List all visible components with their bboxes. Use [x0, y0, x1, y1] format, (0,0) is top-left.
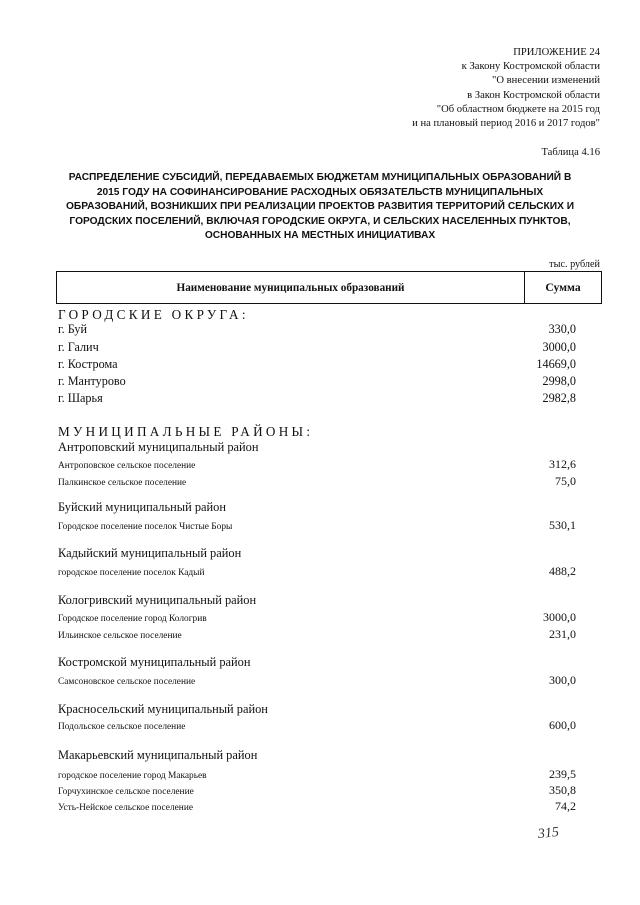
table-row	[58, 457, 576, 472]
district-name: Кологривский муниципальный район	[58, 593, 257, 607]
title-line: РАСПРЕДЕЛЕНИЕ СУБСИДИЙ, ПЕРЕДАВАЕМЫХ БЮДЖЕТАМ МУНИЦИПАЛЬНЫХ ОБРАЗОВАНИЙ В	[68, 172, 572, 183]
row-sum: 530,1	[549, 518, 576, 532]
table-row	[58, 673, 576, 688]
table-row	[58, 767, 576, 782]
row-name: городское поселение город Макарьев	[58, 771, 207, 781]
handwritten-page-number: 315	[537, 824, 560, 843]
district-name: Костромской муниципальный район	[58, 655, 251, 669]
row-name: Усть-Нейское сельское поселение	[58, 803, 194, 813]
document-title	[40, 171, 600, 244]
row-name: г. Буй	[58, 322, 88, 336]
table-row	[58, 799, 576, 814]
row-sum: 300,0	[549, 673, 576, 687]
appendix-line: "Об областном бюджете на 2015 год	[436, 103, 600, 115]
row-sum: 312,6	[549, 457, 576, 471]
district-name: Макарьевский муниципальный район	[58, 748, 258, 762]
appendix-line: ПРИЛОЖЕНИЕ 24	[513, 47, 600, 58]
row-sum: 3000,0	[543, 610, 576, 624]
table-row	[58, 783, 576, 798]
district-name: Кадыйский муниципальный район	[58, 546, 242, 560]
row-name: Горчухинское сельское поселение	[58, 787, 194, 797]
table-row	[58, 718, 576, 733]
row-name: Самсоновское сельское поселение	[58, 677, 196, 687]
row-sum: 600,0	[549, 718, 576, 732]
table-row	[58, 357, 576, 372]
row-sum: 239,5	[549, 767, 576, 781]
row-name: Палкинское сельское поселение	[58, 478, 187, 488]
appendix-header	[340, 46, 600, 131]
row-sum: 14669,0	[536, 357, 576, 371]
row-name: г. Мантурово	[58, 374, 126, 388]
appendix-line: в Закон Костромской области	[467, 89, 600, 101]
row-sum: 3000,0	[542, 340, 576, 354]
row-name: Антроповское сельское поселение	[58, 461, 196, 471]
table-header	[56, 271, 602, 304]
row-sum: 2998,0	[542, 374, 576, 388]
row-sum: 231,0	[549, 627, 576, 641]
section-title-urban: ГОРОДСКИЕ ОКРУГА:	[58, 307, 249, 322]
units-label: тыс. рублей	[549, 259, 600, 270]
table-row	[58, 564, 576, 579]
row-name: Подольское сельское поселение	[58, 722, 186, 732]
appendix-line: к Закону Костромской области	[461, 61, 600, 73]
row-name: г. Галич	[58, 340, 99, 354]
row-name: Городское поселение город Кологрив	[58, 614, 207, 624]
title-line: ОСНОВАННЫХ НА МЕСТНЫХ ИНИЦИАТИВАХ	[204, 230, 436, 242]
title-line: 2015 ГОДУ НА СОФИНАНСИРОВАНИЕ РАСХОДНЫХ ОБЯЗАТЕЛЬСТВ МУНИЦИПАЛЬНЫХ	[96, 186, 544, 198]
row-sum: 488,2	[549, 564, 576, 578]
row-sum: 2982,8	[542, 391, 576, 405]
table-row	[58, 322, 576, 337]
row-name: г. Кострома	[58, 357, 118, 371]
table-row	[58, 474, 576, 489]
title-line: ГОРОДСКИХ ПОСЕЛЕНИЙ, ВКЛЮЧАЯ ГОРОДСКИЕ ОКРУГА, И СЕЛЬСКИХ НАСЕЛЕННЫХ ПУНКТОВ,	[69, 215, 571, 227]
table-row	[58, 374, 576, 389]
table-row	[58, 340, 576, 355]
row-name: Ильинское сельское поселение	[58, 631, 182, 641]
row-name: городское поселение поселок Кадый	[58, 568, 205, 578]
appendix-line: "О внесении изменений	[492, 75, 600, 87]
table-row	[58, 391, 576, 406]
district-name: Буйский муниципальный район	[58, 500, 226, 514]
district-name: Красносельский муниципальный район	[58, 702, 268, 716]
column-header-name: Наименование муниципальных образований	[57, 272, 525, 303]
district-name: Антроповский муниципальный район	[58, 440, 259, 454]
title-line: ОБРАЗОВАНИЙ, ВОЗНИКШИХ ПРИ РЕАЛИЗАЦИИ ПРОЕКТОВ РАЗВИТИЯ ТЕРРИТОРИЙ СЕЛЬСКИХ И	[65, 201, 575, 213]
row-sum: 330,0	[548, 322, 576, 336]
table-row	[58, 610, 576, 625]
row-name: г. Шарья	[58, 391, 103, 405]
row-sum: 74,2	[555, 799, 576, 813]
row-sum: 75,0	[555, 474, 576, 488]
appendix-line: и на плановый период 2016 и 2017 годов"	[412, 118, 600, 130]
table-row	[58, 627, 576, 642]
row-name: Городское поселение поселок Чистые Боры	[58, 522, 233, 532]
table-number: Таблица 4.16	[541, 147, 600, 158]
section-title-districts: МУНИЦИПАЛЬНЫЕ РАЙОНЫ:	[58, 424, 314, 439]
row-sum: 350,8	[549, 783, 576, 797]
column-header-sum: Сумма	[545, 281, 581, 294]
table-row	[58, 518, 576, 533]
